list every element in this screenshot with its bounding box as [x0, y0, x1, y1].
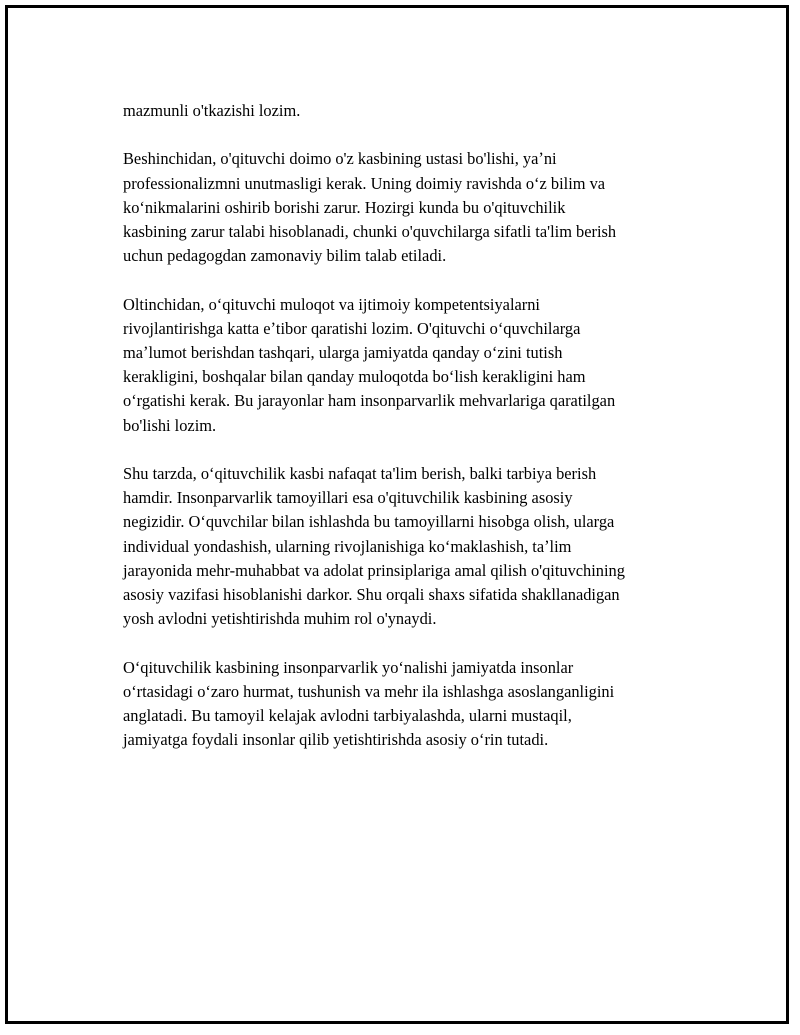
text-line: oʻrtasidagi oʻzaro hurmat, tushunish va mehr ila ishlashga asoslanganligini: [123, 681, 615, 701]
text-line: kerakligini, boshqalar bilan qanday muloqotda boʻlish kerakligini ham: [123, 367, 586, 387]
document-page: [5, 5, 789, 1024]
text-line: jarayonida mehr-muhabbat va adolat prinsiplariga amal qilish o'qituvchining: [123, 560, 625, 580]
text-line: maʼlumot berishdan tashqari, ularga jamiyatda qanday oʻzini tutish: [123, 343, 563, 362]
text-line: professionalizmni unutmasligi kerak. Uning doimiy ravishda oʻz bilim va: [123, 173, 606, 193]
text-line: Shu tarzda, oʻqituvchilik kasbi nafaqat ta'lim berish, balki tarbiya berish: [123, 464, 597, 483]
text-line: kasbining zarur talabi hisoblanadi, chunki o'quvchilarga sifatli ta'lim berish: [123, 222, 617, 241]
text-line: hamdir. Insonparvarlik tamoyillari esa o'qituvchilik kasbining asosiy: [123, 488, 573, 508]
text-line: yosh avlodni yetishtirishda muhim rol o'ynaydi.: [123, 609, 437, 629]
text-line: Beshinchidan, o'qituvchi doimo o'z kasbining ustasi bo'lishi, yaʼni: [123, 149, 557, 169]
text-line: negizidir. Oʻquvchilar bilan ishlashda bu tamoyillarni hisobga olish, ularga: [123, 512, 615, 532]
text-line: asosiy vazifasi hisoblanishi darkor. Shu orqali shaxs sifatida shakllanadigan: [123, 585, 620, 605]
text-line: jamiyatga foydali insonlar qilib yetishtirishda asosiy oʻrin tutadi.: [123, 730, 549, 750]
text-line: bo'lishi lozim.: [123, 415, 217, 435]
paragraph-5: [123, 656, 698, 753]
text-line: uchun pedagogdan zamonaviy bilim talab etiladi.: [123, 246, 447, 266]
paragraph-1: [123, 99, 698, 123]
paragraph-2: [123, 147, 698, 268]
document-body: [123, 99, 698, 777]
text-line: individual yondashish, ularning rivojlanishiga koʻmaklashish, taʼlim: [123, 536, 572, 556]
text-line: mazmunli o'tkazishi lozim.: [123, 101, 301, 120]
text-line: Oltinchidan, oʻqituvchi muloqot va ijtimoiy kompetentsiyalarni: [123, 294, 540, 314]
text-line: anglatadi. Bu tamoyil kelajak avlodni tarbiyalashda, ularni mustaqil,: [123, 706, 572, 726]
text-line: Oʻqituvchilik kasbining insonparvarlik yoʻnalishi jamiyatda insonlar: [123, 657, 574, 677]
text-line: oʻrgatishi kerak. Bu jarayonlar ham insonparvarlik mehvarlariga qaratilgan: [123, 391, 616, 411]
text-line: rivojlantirishga katta eʼtibor qaratishi lozim. O'qituvchi oʻquvchilarga: [123, 318, 581, 338]
text-line: koʻnikmalarini oshirib borishi zarur. Hozirgi kunda bu o'qituvchilik: [123, 197, 566, 217]
paragraph-3: [123, 293, 698, 438]
paragraph-4: [123, 462, 698, 631]
